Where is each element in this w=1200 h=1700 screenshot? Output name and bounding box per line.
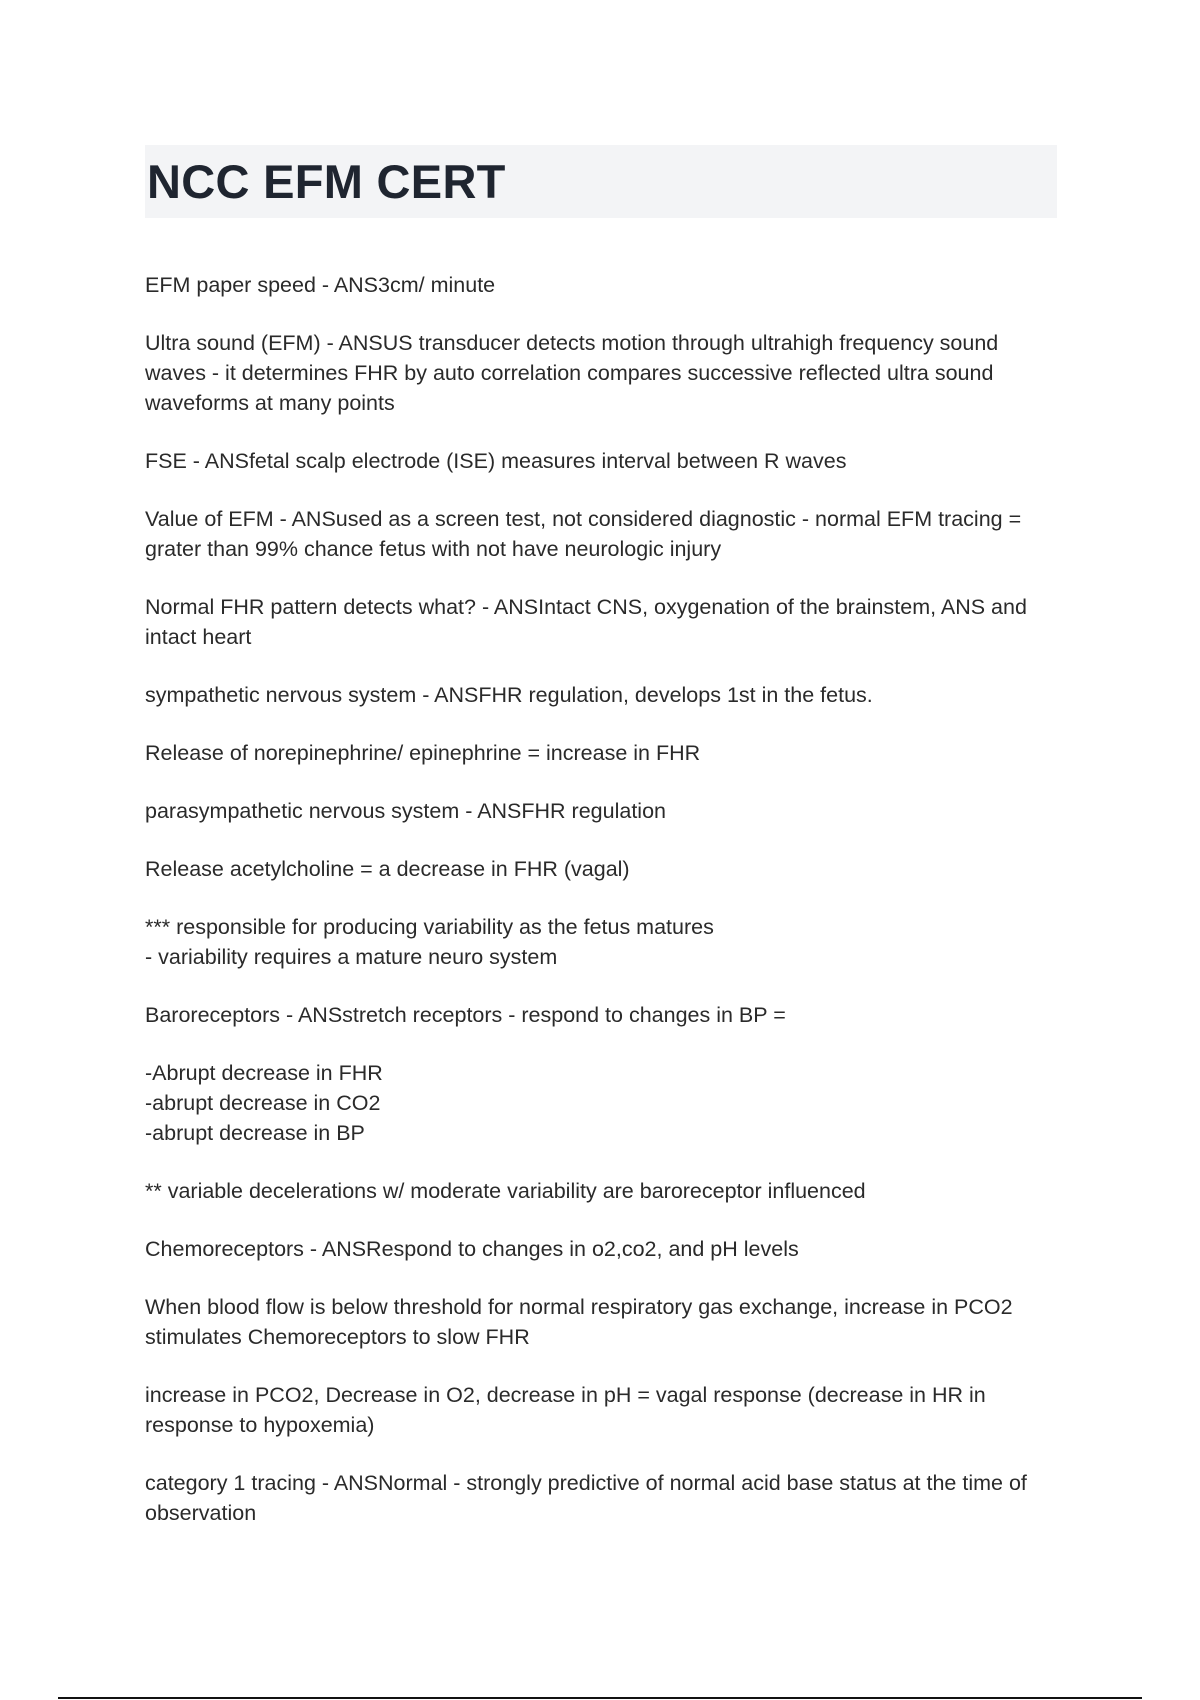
page-title: NCC EFM CERT [147, 155, 506, 208]
title-banner [145, 145, 1057, 218]
footer-divider [58, 1697, 1142, 1699]
paragraph-acetylcholine: Release acetylcholine = a decrease in FHR (vagal) [145, 857, 630, 881]
paragraph-parasympathetic: parasympathetic nervous system - ANSFHR regulation [145, 799, 666, 823]
paragraph-normal-fhr-pattern: Normal FHR pattern detects what? - ANSIntact CNS, oxygenation of the brainstem, ANS and intact heart [145, 595, 1027, 649]
paragraph-vagal-response: increase in PCO2, Decrease in O2, decrease in pH = vagal response (decrease in HR in response to hypoxemia) [145, 1383, 986, 1437]
paragraph-sympathetic: sympathetic nervous system - ANSFHR regulation, develops 1st in the fetus. [145, 683, 873, 707]
paragraph-abrupt-decreases: -Abrupt decrease in FHR -abrupt decrease in CO2 -abrupt decrease in BP [145, 1061, 383, 1145]
paragraph-efm-paper-speed: EFM paper speed - ANS3cm/ minute [145, 273, 496, 297]
paragraph-chemoreceptors: Chemoreceptors - ANSRespond to changes in o2,co2, and pH levels [145, 1237, 799, 1261]
document-body [145, 270, 1065, 1556]
paragraph-ultrasound: Ultra sound (EFM) - ANSUS transducer detects motion through ultrahigh frequency sound waves - it determines FHR by auto correlation compares successive reflected ultra sound waveforms at many points [145, 331, 999, 415]
paragraph-blood-flow-threshold: When blood flow is below threshold for normal respiratory gas exchange, increase in PCO2 stimulates Chemoreceptors to slow FHR [145, 1295, 1013, 1349]
paragraph-fse: FSE - ANSfetal scalp electrode (ISE) measures interval between R waves [145, 449, 847, 473]
paragraph-baroreceptors: Baroreceptors - ANSstretch receptors - respond to changes in BP = [145, 1003, 786, 1027]
paragraph-variable-decelerations: ** variable decelerations w/ moderate variability are baroreceptor influenced [145, 1179, 866, 1203]
paragraph-variability-note: *** responsible for producing variability as the fetus matures - variability requires a mature neuro system [145, 915, 714, 969]
paragraph-value-of-efm: Value of EFM - ANSused as a screen test, not considered diagnostic - normal EFM tracing = grater than 99% chance fetus with not have neurologic injury [145, 507, 1022, 561]
paragraph-norepinephrine: Release of norepinephrine/ epinephrine = increase in FHR [145, 741, 701, 765]
paragraph-category-1-tracing: category 1 tracing - ANSNormal - strongly predictive of normal acid base status at the time of observation [145, 1471, 1027, 1525]
